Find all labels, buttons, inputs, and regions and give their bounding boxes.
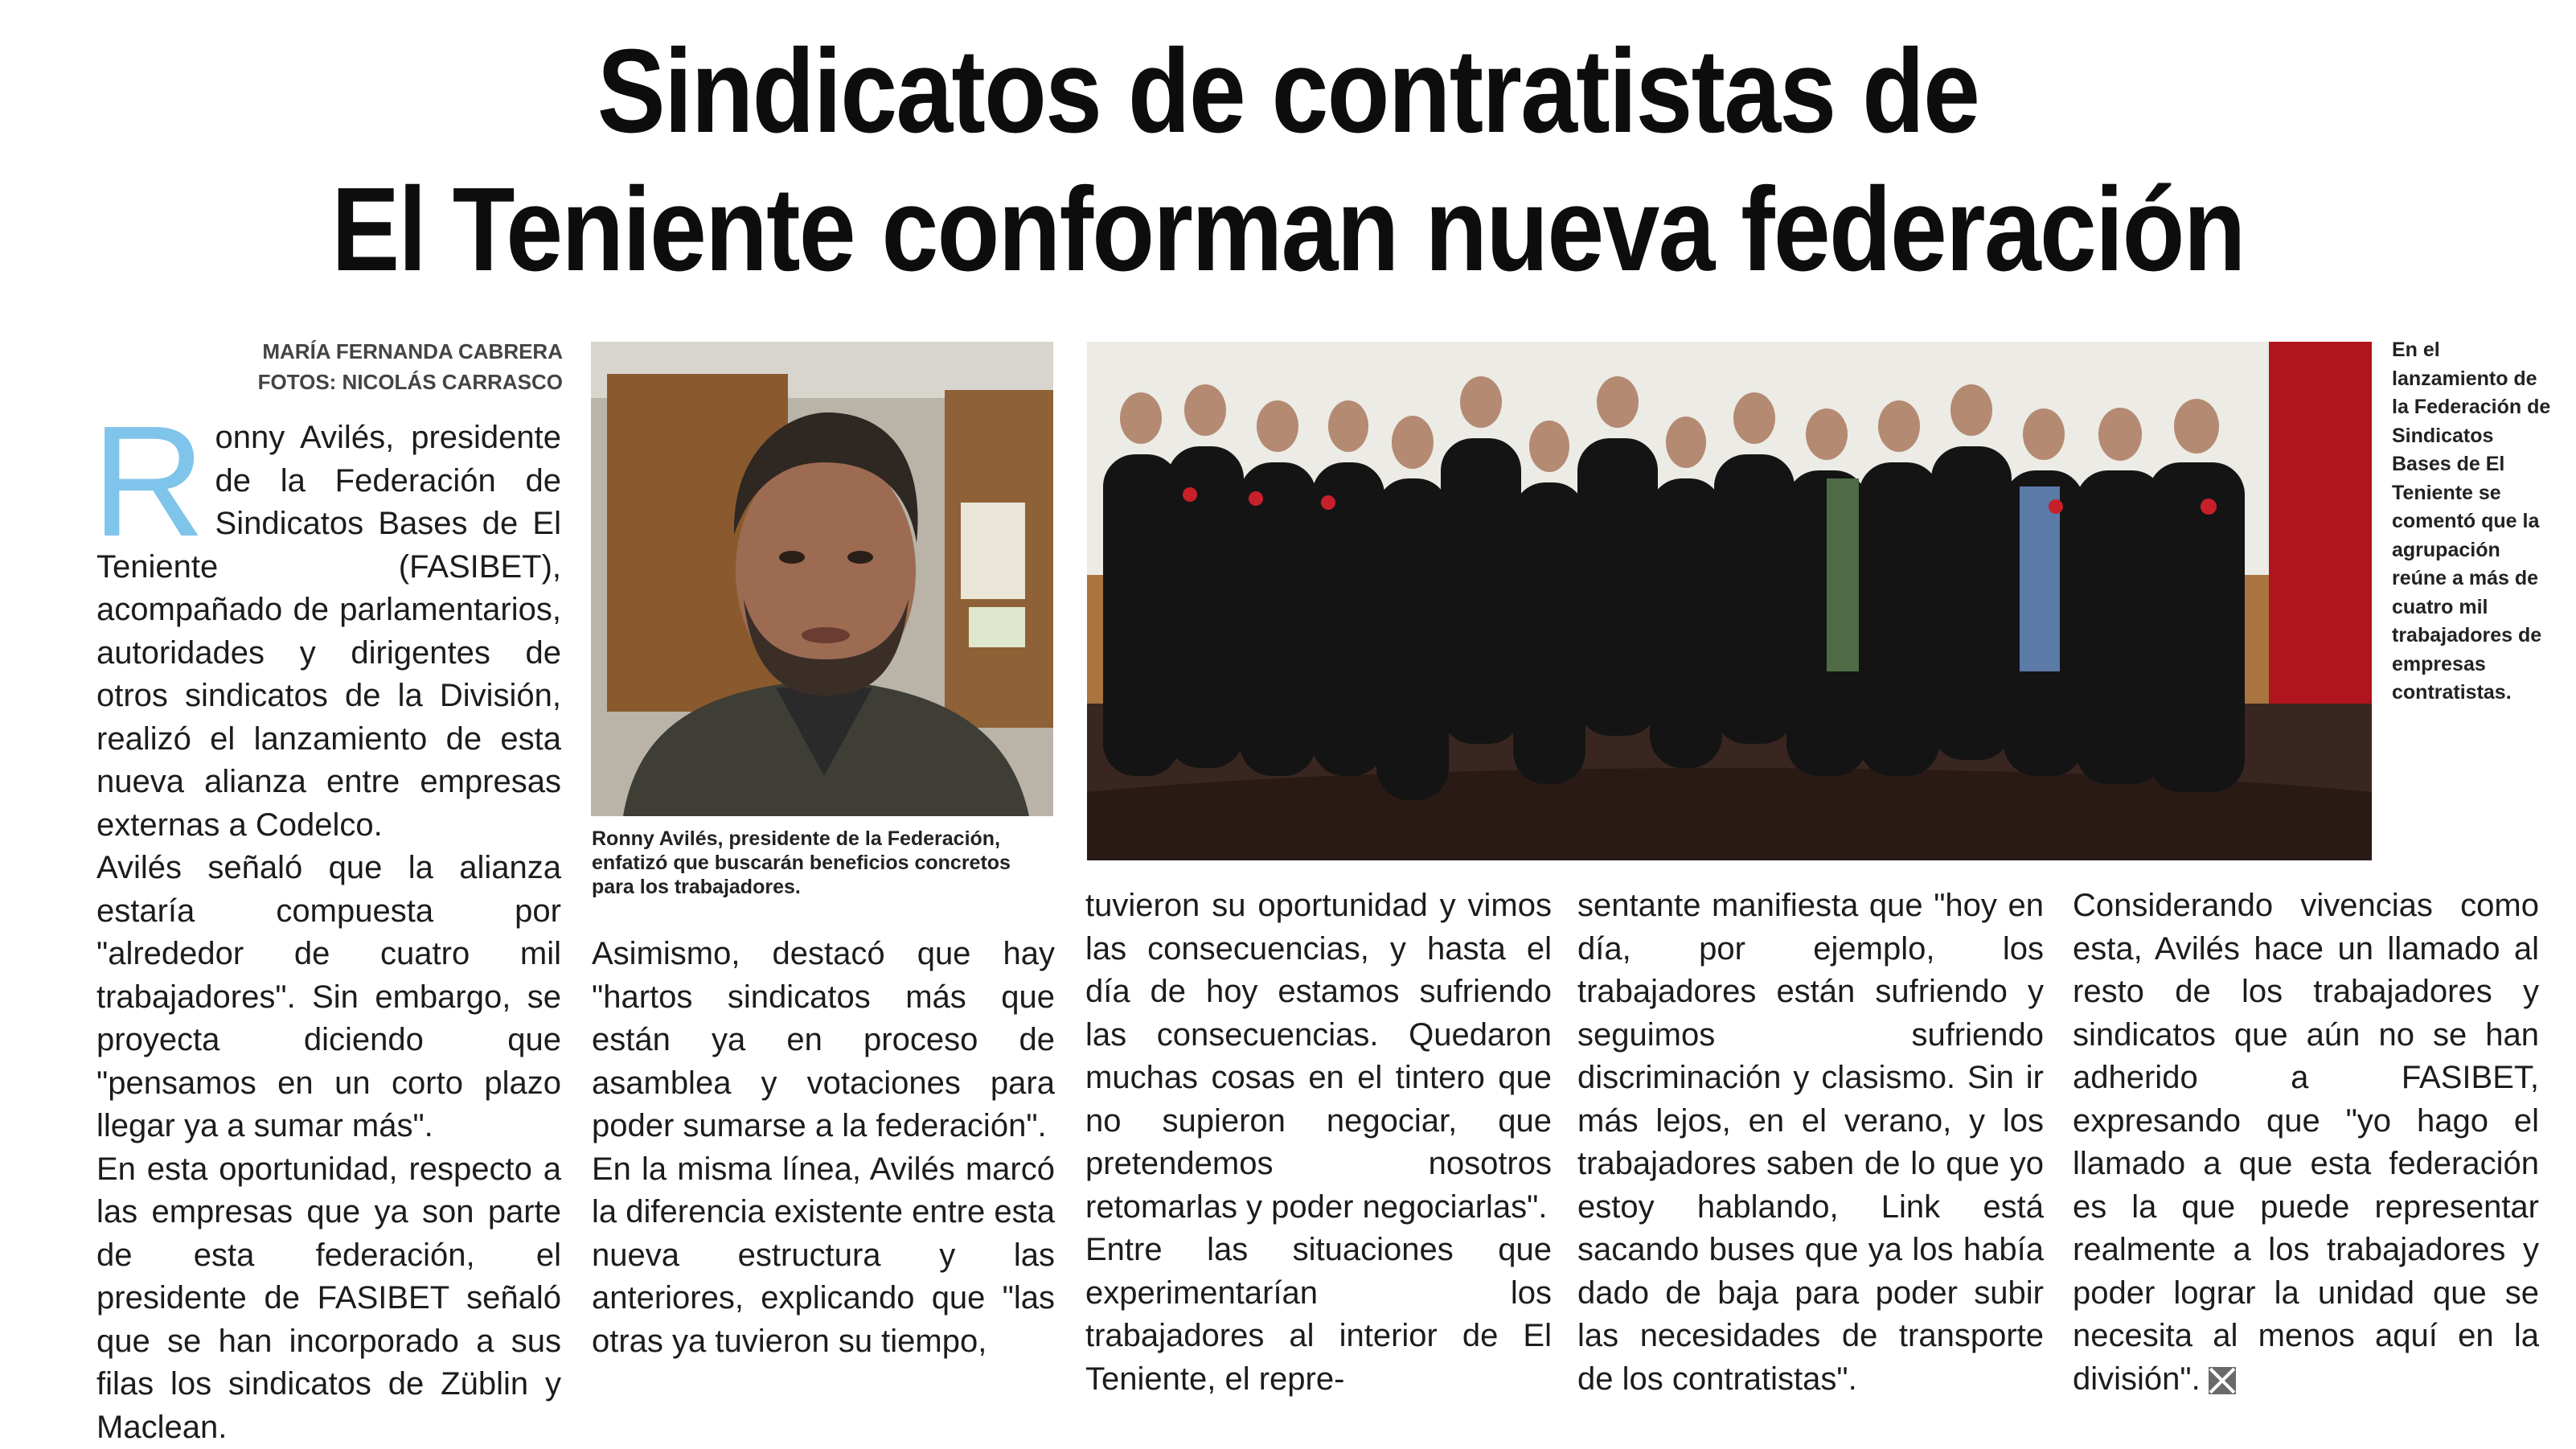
drop-cap: R	[92, 421, 206, 542]
paragraph: Asimismo, destacó que hay "hartos sindicatos más que están ya en proceso de asamblea y votaciones para poder sumarse a la federación".	[592, 933, 1055, 1148]
portrait-caption: Ronny Avilés, presidente de la Federación, enfatizó que buscarán beneficios concretos para los trabajadores.	[592, 827, 1058, 899]
headline-line-2: El Teniente conforman nueva federación	[180, 161, 2395, 299]
paragraph	[96, 417, 561, 847]
article-column-5	[2073, 885, 2539, 1401]
article-column-2	[592, 933, 1055, 1363]
end-of-article-icon	[2209, 1367, 2236, 1394]
paragraph: Avilés señaló que la alianza estaría compuesta por "alrededor de cuatro mil trabajadores". Sin embargo, se proyecta diciendo que "pensamos en un corto plazo llegar ya a sumar más".	[96, 847, 561, 1148]
article-column-1	[96, 417, 561, 1449]
paragraph: En esta oportunidad, respecto a las empresas que ya son parte de esta federación, el presidente de FASIBET señaló que se han incorporado a sus filas los sindicatos de Züblin y Maclean.	[96, 1148, 561, 1449]
group-photo-caption: En el lanzamiento de la Federación de Sindicatos Bases de El Teniente se comentó que la agrupación reúne a más de cuatro mil trabajadores de empresas contratistas.	[2392, 336, 2557, 708]
photo-credit: FOTOS: NICOLÁS CARRASCO	[241, 367, 563, 397]
paragraph: En la misma línea, Avilés marcó la diferencia existente entre esta nueva estructura y las anteriores, explicando que "las otras ya tuvieron su tiempo,	[592, 1148, 1055, 1364]
article-column-3	[1085, 885, 1552, 1401]
headline	[180, 23, 2395, 299]
paragraph: tuvieron su oportunidad y vimos las consecuencias, y hasta el día de hoy estamos sufriendo las consecuencias. Quedaron muchas cosas en el tintero que no supieron negociar, que pretendemos nosotros retomarlas y poder negociarlas".	[1085, 885, 1552, 1229]
paragraph	[2073, 885, 2539, 1401]
group-illustration	[1087, 342, 2372, 860]
paragraph-text: Considerando vivencias como esta, Avilés hace un llamado al resto de los trabajadores y sindicatos que aún no se han adherido a FASIBET, expresando que "yo hago el llamado a que esta federación es la que puede representar realmente a los trabajadores y poder lograr la unidad que se necesita al menos aquí en la división".	[2073, 888, 2539, 1397]
headline-line-1: Sindicatos de contratistas de	[180, 23, 2395, 161]
group-photo	[1087, 342, 2372, 860]
article-column-4	[1577, 885, 2044, 1401]
paragraph-text: onny Avilés, presidente de la Federación de Sindicatos Bases de El Teniente (FASIBET), acompañado de parlamentarios, autoridades y dirigentes de otros sindicatos de la División, realizó el lanzamiento de esta nueva alianza entre empresas externas a Codelco.	[96, 420, 561, 843]
paragraph: Entre las situaciones que experimentarían los trabajadores al interior de El Teniente, el repre-	[1085, 1229, 1552, 1401]
author-credit: MARÍA FERNANDA CABRERA	[241, 336, 563, 367]
portrait-illustration	[591, 342, 1053, 816]
byline	[241, 336, 563, 397]
paragraph: sentante manifiesta que "hoy en día, por ejemplo, los trabajadores están sufriendo y seguimos sufriendo discriminación y clasismo. Sin ir más lejos, en el verano, y los trabajadores saben de lo que yo estoy hablando, Link está sacando buses que ya los había dado de baja para poder subir las necesidades de transporte de los contratistas".	[1577, 885, 2044, 1401]
portrait-photo	[591, 342, 1053, 816]
